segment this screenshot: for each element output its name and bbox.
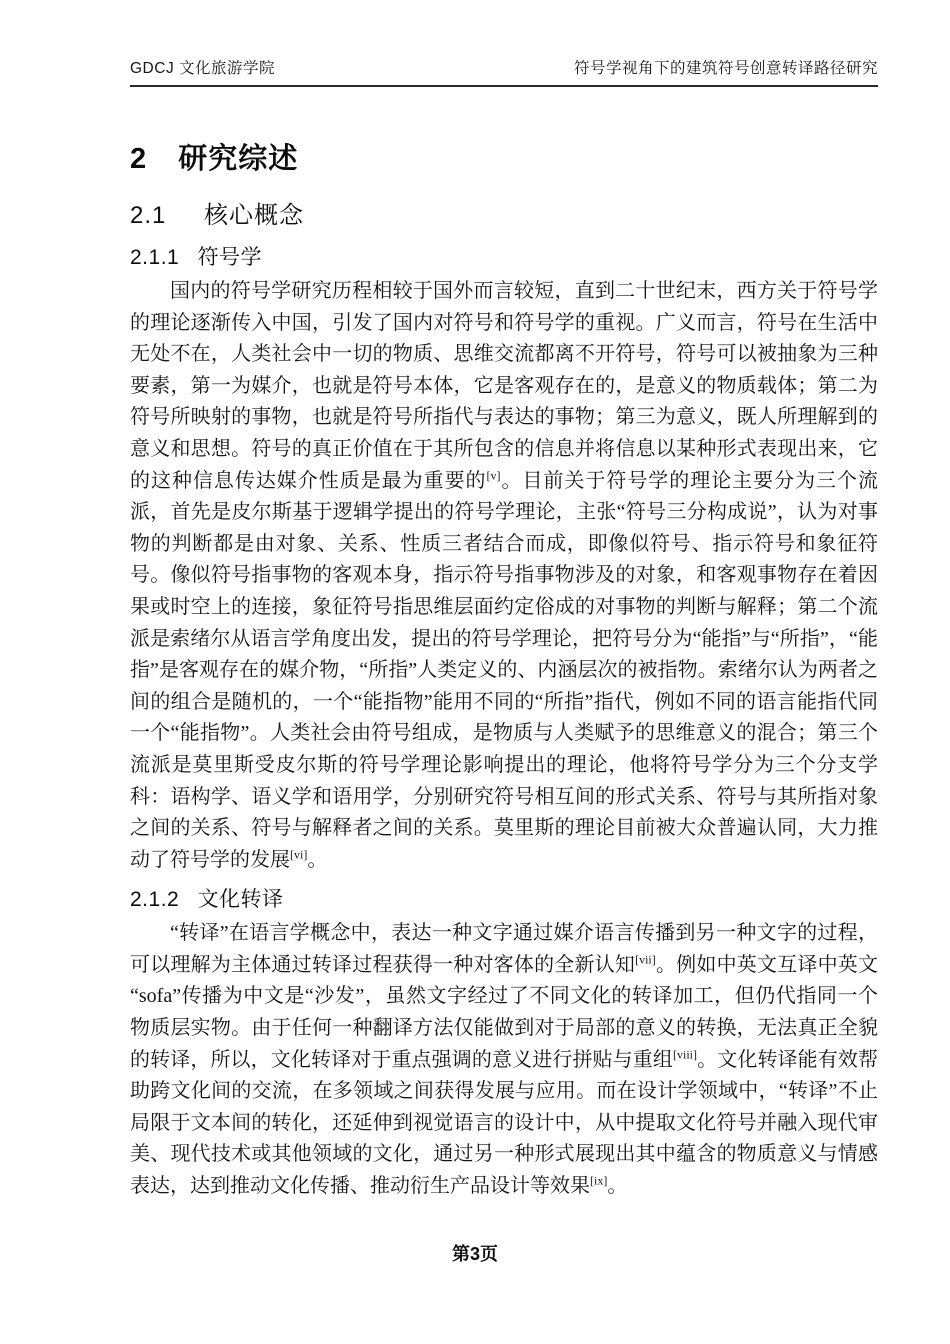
chapter-heading — [130, 143, 878, 175]
chapter-number: 2 — [130, 143, 148, 175]
paragraph-text: 。例如中英文互译中英文“sofa”传播为中文是“沙发”，虽然文字经过了不同文化的转译加工，但仍代指同一个物质层实物。由于任何一种翻译方法仅能做到对于局部的意义的转换，无法真正全貌的转译，所以，文化转译对于重点强调的意义进行拼贴与重组 — [130, 953, 879, 1071]
subsection-translation-number: 2.1.2 — [130, 888, 180, 912]
footnote-ref: [viii] — [673, 1047, 697, 1061]
subsection-translation-title: 文化转译 — [197, 888, 284, 912]
subsection-semiotics-title: 符号学 — [197, 246, 263, 269]
paragraph-text: 。文化转译能有效帮助跨文化间的交流，在多领域之间获得发展与应用。而在设计学领域中，“转译”不止局限于文本间的转化，还延伸到视觉语言的设计中，从中提取文化符号并融入现代审美、现代技术或其他领域的文化，通过另一种形式展现出其中蕴含的物质意义与情感表达，达到推动文化传播、推动衍生产品设计等效果 — [130, 1048, 879, 1198]
page-header — [130, 56, 878, 87]
footnote-ref: [v] — [486, 467, 501, 482]
subsection-semiotics-number: 2.1.1 — [130, 246, 180, 269]
footnote-ref: [ix] — [590, 1173, 608, 1188]
section-title: 核心概念 — [204, 202, 305, 229]
header-document-title: 符号学视角下的建筑符号创意转译路径研究 — [573, 60, 878, 77]
subsection-heading-cultural-translation — [130, 888, 878, 911]
chapter-title: 研究综述 — [178, 143, 299, 175]
page-footer — [0, 1240, 950, 1266]
footnote-ref: [vii] — [635, 952, 656, 967]
paragraph-text: 。目前关于符号学的理论主要分为三个流派，首先是皮尔斯基于逻辑学提出的符号学理论，主张“符号三分构成说”，认为对事物的判断都是由对象、关系、性质三者结合而成，即像似符号、指示符号和象征符号。像似符号指事物的客观本身，指示符号指事物涉及的对象，和客观事物存在着因果或时空上的连接，象征符号指思维层面约定俗成的对事物的判断与解释；第二个流派是索绪尔从语言学角度出发，提出的符号学理论，把符号分为“能指”与“所指”，“能指”是客观存在的媒介物，“所指”人类定义的、内涵层次的被指物。索绪尔认为两者之间的组合是随机的，一个“能指物”能用不同的“所指”指代，例如不同的语言能指代同一个“能指物”。人类社会由符号组成，是物质与人类赋予的思维意义的混合；第三个流派是莫里斯受皮尔斯的符号学理论影响提出的理论，他将符号学分为三个分支学科：语构学、语义学和语用学，分别研究符号相互间的形式关系、符号与其所指对象之间的关系、符号与解释者之间的关系。莫里斯的理论目前被大众普遍认同，大力推动了符号学的发展 — [130, 469, 879, 871]
section-heading — [130, 203, 878, 229]
section-number: 2.1 — [130, 202, 167, 229]
document-body — [130, 143, 878, 1203]
paragraph-text: 国内的符号学研究历程相较于国外而言较短，直到二十世纪末，西方关于符号学的理论逐渐传入中国，引发了国内对符号和符号学的重视。广义而言，符号在生活中无处不在，人类社会中一切的物质、思维交流都离不开符号，符号可以被抽象为三种要素，第一为媒介，也就是符号本体，它是客观存在的，是意义的物质载体；第二为符号所映射的事物，也就是符号所指代与表达的事物；第三为意义，既人所理解到的意义和思想。符号的真正价值在于其所包含的信息并将信息以某种形式表现出来，它的这种信息传达媒介性质是最为重要的 — [130, 280, 878, 492]
paragraph-text: 。 — [607, 1175, 628, 1198]
page-number-label: 第3页 — [451, 1244, 498, 1264]
paragraph-semiotics — [130, 276, 878, 876]
paragraph-text: “转译”在语言学概念中，表达一种文字通过媒介语言传播到另一种文字的过程，可以理解为主体通过转译过程获得一种对客体的全新认知 — [130, 922, 878, 976]
footnote-ref: [vi] — [290, 847, 308, 862]
paragraph-text: 。 — [307, 848, 328, 871]
paragraph-cultural-translation — [130, 918, 878, 1202]
subsection-heading-semiotics — [130, 246, 878, 269]
header-institution: GDCJ 文化旅游学院 — [130, 60, 276, 77]
